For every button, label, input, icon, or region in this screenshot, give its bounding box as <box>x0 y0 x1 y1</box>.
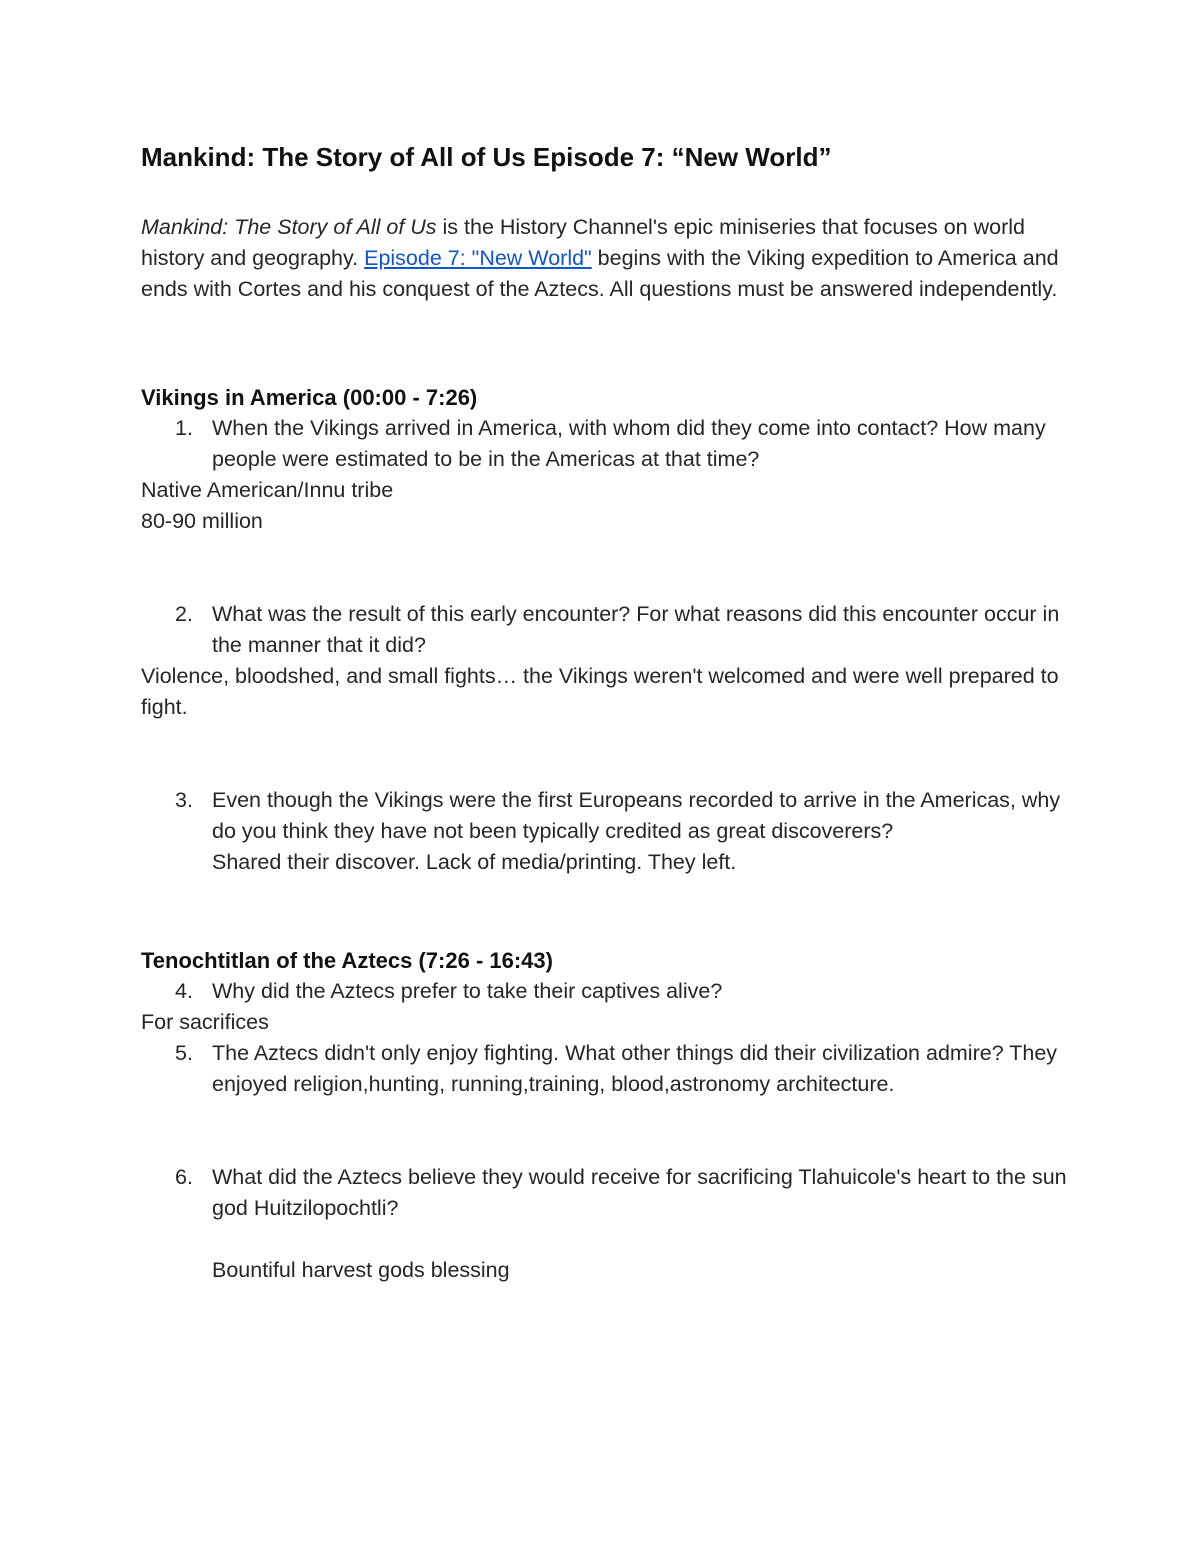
question-number: 4. <box>175 979 193 1003</box>
intro-text-1: is the History Channel's epic miniseries that focuses on world history and geography. <box>141 215 1025 270</box>
question-number: 1. <box>175 416 193 440</box>
section-heading-title: Vikings in America <box>141 385 337 410</box>
question-6 <box>141 1162 1071 1224</box>
answer-1-line-2: 80-90 million <box>141 509 263 533</box>
question-3 <box>141 785 1071 847</box>
question-4 <box>141 976 1071 1007</box>
intro-italic-title: Mankind: The Story of All of Us <box>141 215 437 239</box>
answer-1-line-1: Native American/Innu tribe <box>141 478 394 502</box>
question-1 <box>141 413 1071 475</box>
answer-4: For sacrifices <box>141 1010 269 1034</box>
question-text: What did the Aztecs believe they would receive for sacrificing Tlahuicole's heart to the sun god Huitzilopochtli? <box>212 1165 1067 1220</box>
episode-link[interactable]: Episode 7: "New World" <box>364 246 592 270</box>
question-text: The Aztecs didn't only enjoy fighting. What other things did their civilization admire? They enjoyed religion,hunting, running,training, blood,astronomy architecture. <box>212 1041 1058 1096</box>
question-number: 3. <box>175 788 193 812</box>
question-text: Why did the Aztecs prefer to take their captives alive? <box>212 979 723 1003</box>
section-heading-vikings <box>141 382 1071 413</box>
question-number: 6. <box>175 1165 193 1189</box>
question-number: 5. <box>175 1041 193 1065</box>
answer-2: Violence, bloodshed, and small fights… the Vikings weren't welcomed and were well prepared to fight. <box>141 664 1059 719</box>
question-number: 2. <box>175 602 193 626</box>
question-text: What was the result of this early encounter? For what reasons did this encounter occur in the manner that it did? <box>212 602 1060 657</box>
intro-text-2: begins with the Viking expedition to America and ends with Cortes and his conquest of the Aztecs. All questions must be answered independently. <box>141 246 1059 301</box>
section-heading-time: (00:00 - 7:26) <box>336 385 478 410</box>
question-2 <box>141 599 1071 661</box>
answer-6: Bountiful harvest gods blessing <box>212 1258 510 1282</box>
section-heading-time: (7:26 - 16:43) <box>412 948 553 973</box>
question-text: When the Vikings arrived in America, with whom did they come into contact? How many people were estimated to be in the Americas at that time? <box>212 416 1046 471</box>
section-heading-aztecs <box>141 945 1071 976</box>
section-heading-title: Tenochtitlan of the Aztecs <box>141 948 413 973</box>
question-text: Even though the Vikings were the first Europeans recorded to arrive in the Americas, why do you think they have not been typically credited as great discoverers? <box>212 788 1061 843</box>
document-title: Mankind: The Story of All of Us Episode 7: “New World” <box>141 142 832 172</box>
document-page <box>141 138 1071 1286</box>
answer-3: Shared their discover. Lack of media/printing. They left. <box>212 850 737 874</box>
intro-paragraph <box>141 212 1071 305</box>
question-5 <box>141 1038 1071 1100</box>
